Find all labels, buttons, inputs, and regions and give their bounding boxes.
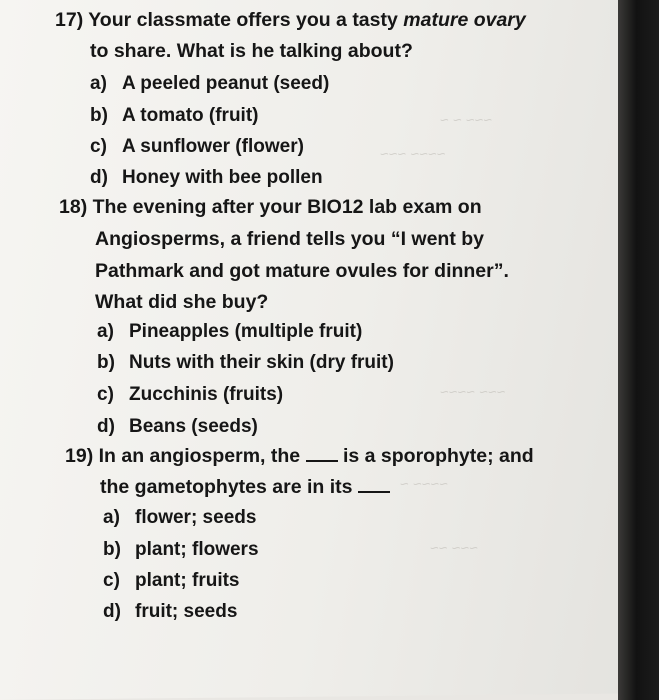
q19-option-b	[103, 540, 259, 559]
option-text: A peeled peanut (seed)	[122, 73, 330, 94]
option-label: a)	[103, 507, 120, 528]
bleed-through-mark: ~~~~ ~~~	[380, 146, 446, 163]
bleed-through-mark: ~~~ ~~	[430, 540, 478, 557]
option-text: Zucchinis (fruits)	[129, 384, 284, 405]
bleed-through-mark: ~~~ ~ ~	[440, 112, 493, 129]
option-label: c)	[103, 570, 120, 591]
option-text: A tomato (fruit)	[122, 105, 259, 126]
question-18-line-2: Angiosperms, a friend tells you “I went by	[95, 228, 484, 250]
question-19-text-end: is a sporophyte; and	[337, 445, 534, 467]
page-edge-shadow	[618, 0, 659, 700]
q19-option-a	[103, 508, 256, 527]
question-17-emphasis: mature ovary	[403, 9, 526, 31]
question-19-line-2-text: the gametophytes are in its	[100, 476, 358, 498]
option-label: b)	[97, 352, 115, 373]
q19-option-c	[103, 571, 240, 590]
q17-option-a	[90, 74, 329, 93]
question-17-text: 17) Your classmate offers you a tasty	[55, 9, 404, 31]
question-18-line-4: What did she buy?	[95, 291, 269, 313]
option-text: A sunflower (flower)	[122, 136, 304, 157]
question-19-line-1	[65, 446, 534, 467]
question-17-line-2: to share. What is he talking about?	[90, 40, 413, 62]
option-text: flower; seeds	[135, 507, 257, 528]
fill-in-blank	[358, 477, 390, 493]
option-text: plant; flowers	[135, 539, 259, 560]
option-label: d)	[97, 416, 115, 437]
option-text: fruit; seeds	[135, 601, 238, 622]
option-text: Nuts with their skin (dry fruit)	[129, 352, 394, 373]
option-label: d)	[90, 167, 108, 188]
bleed-through-mark: ~~~~ ~	[400, 476, 448, 493]
q18-option-b	[97, 353, 394, 372]
question-17-line-1	[55, 11, 526, 31]
q17-option-d	[90, 168, 323, 187]
q17-option-b	[90, 106, 259, 125]
option-label: a)	[90, 73, 107, 94]
option-text: Beans (seeds)	[129, 416, 258, 437]
option-label: c)	[90, 136, 107, 157]
bleed-through-mark: ~~~ ~~~~	[440, 384, 506, 401]
fill-in-blank	[306, 446, 338, 462]
option-text: Pineapples (multiple fruit)	[129, 321, 363, 342]
option-label: a)	[97, 321, 114, 342]
option-label: b)	[103, 539, 121, 560]
q17-option-c	[90, 137, 304, 156]
option-label: d)	[103, 601, 121, 622]
q18-option-c	[97, 385, 283, 404]
option-text: Honey with bee pollen	[122, 167, 323, 188]
question-18-line-3: Pathmark and got mature ovules for dinner”.	[95, 260, 509, 282]
option-text: plant; fruits	[135, 570, 240, 591]
q19-option-d	[103, 602, 237, 621]
question-18-line-1: 18) The evening after your BIO12 lab exam on	[59, 196, 482, 218]
q18-option-a	[97, 322, 362, 341]
option-label: b)	[90, 105, 108, 126]
question-19-line-2	[100, 477, 390, 498]
option-label: c)	[97, 384, 114, 405]
q18-option-d	[97, 417, 258, 436]
question-19-text-start: 19) In an angiosperm, the	[65, 445, 306, 467]
